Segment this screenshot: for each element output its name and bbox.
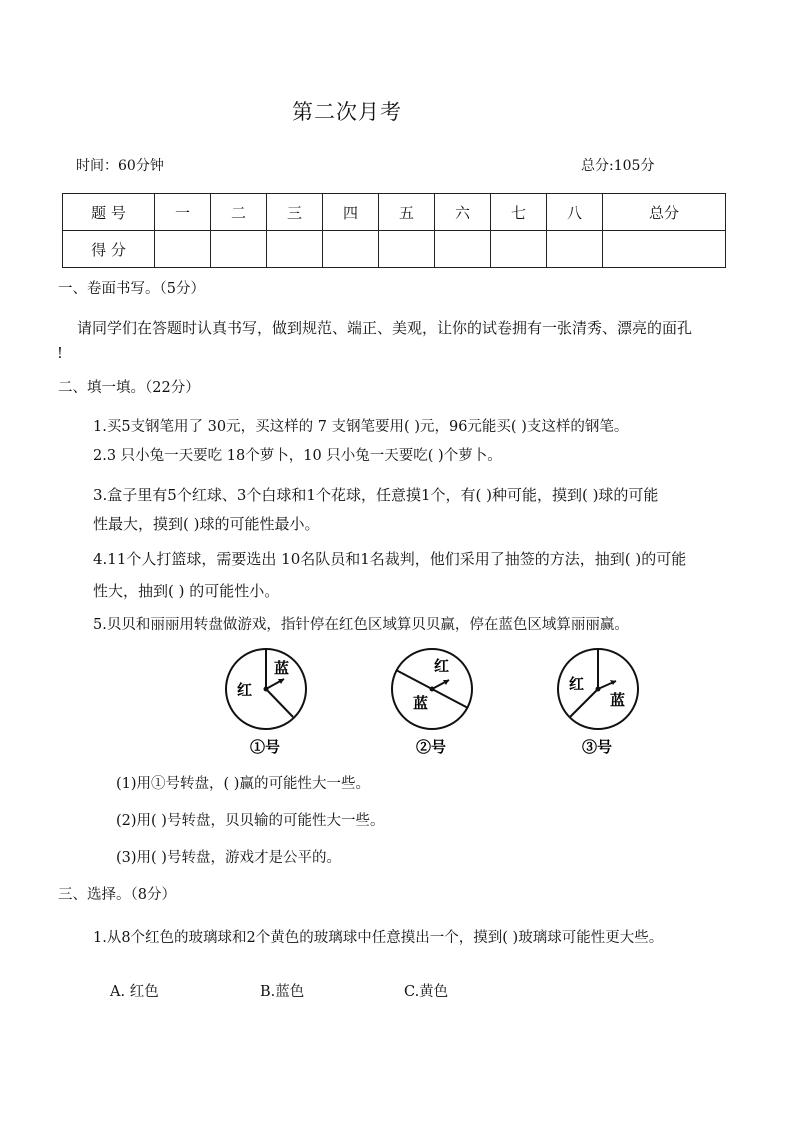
question-2-5-sub3: (3)用( )号转盘，游戏才是公平的。 [116,850,341,866]
time-label: 时间：60分钟 [76,158,164,174]
spinner-1 [226,649,306,756]
question-2-1: 1.买5支钢笔用了 30元，买这样的 7 支钢笔要用( )元，96元能买( )支这样的钢笔。 [93,419,629,435]
score-input-cell[interactable] [323,231,379,268]
spinner-1-blue-label: 蓝 [274,659,290,677]
question-2-5-sub2: (2)用( )号转盘，贝贝输的可能性大一些。 [116,813,385,829]
spinner-2-label: ②号 [416,738,447,756]
score-table-header-row [63,194,726,231]
question-2-5-sub1: (1)用①号转盘，( )赢的可能性大一些。 [116,776,370,792]
spinner-figure [0,640,793,765]
score-input-cell[interactable] [435,231,491,268]
spinner-3 [558,649,638,756]
option-c: C.黄色 [404,984,449,1000]
question-3-1: 1.从8个红色的玻璃球和2个黄色的玻璃球中任意摸出一个，摸到( )玻璃球可能性更大些。 [93,930,664,946]
score-input-cell[interactable] [547,231,603,268]
score-table-header-cell: 五 [379,194,435,231]
question-2-3-line2: 性最大，摸到( )球的可能性最小。 [93,515,320,533]
score-input-cell[interactable] [491,231,547,268]
score-table-header-cell: 四 [323,194,379,231]
score-input-cell[interactable] [155,231,211,268]
option-a: A. 红色 [110,984,159,1000]
spinner-1-label: ①号 [250,738,281,756]
score-table-header-cell: 七 [491,194,547,231]
score-table-header-cell: 题 号 [63,194,155,231]
spinner-3-label: ③号 [582,738,613,756]
score-input-cell[interactable] [267,231,323,268]
score-table-score-row [63,231,726,268]
question-2-4-line2: 性大，抽到( ) 的可能性小。 [93,582,280,600]
spinner-2-blue-label: 蓝 [413,694,429,712]
score-table-header-cell: 二 [211,194,267,231]
score-table-header-cell: 六 [435,194,491,231]
question-2-2: 2.3 只小兔一天要吃 18个萝卜，10 只小兔一天要吃( )个萝卜。 [93,448,502,464]
spinner-1-red-label: 红 [237,681,253,699]
spinner-3-red-label: 红 [569,675,585,693]
section1-text-line2: ! [57,346,63,362]
page-title: 第二次月考 [292,100,402,124]
section2-heading: 二、填一填。（22分） [58,380,200,396]
option-b: B.蓝色 [260,984,305,1000]
spinner-2 [392,649,472,756]
score-table [62,193,726,268]
section1-text-line1: 请同学们在答题时认真书写，做到规范、端正、美观，让你的试卷拥有一张清秀、漂亮的面孔 [77,319,693,337]
section3-heading: 三、选择。（8分） [58,887,176,903]
score-input-cell[interactable] [603,231,726,268]
section1-heading: 一、卷面书写。（5分） [58,281,205,297]
score-table-header-cell: 总分 [603,194,726,231]
spinner-3-blue-label: 蓝 [610,691,626,709]
score-row-label: 得 分 [63,231,155,268]
score-input-cell[interactable] [379,231,435,268]
score-table-header-cell: 三 [267,194,323,231]
score-table-header-cell: 八 [547,194,603,231]
question-2-5: 5.贝贝和丽丽用转盘做游戏，指针停在红色区域算贝贝赢，停在蓝色区域算丽丽赢。 [93,617,629,633]
total-score-label: 总分:105分 [581,158,655,174]
score-table-header-cell: 一 [155,194,211,231]
question-2-4-line1: 4.11个人打篮球，需要选出 10名队员和1名裁判，他们采用了抽签的方法，抽到( )的可能 [93,550,687,568]
spinner-2-red-label: 红 [434,657,450,675]
score-input-cell[interactable] [211,231,267,268]
question-2-3-line1: 3.盒子里有5个红球、3个白球和1个花球，任意摸1个，有( )种可能，摸到( )球的可能 [93,486,659,504]
